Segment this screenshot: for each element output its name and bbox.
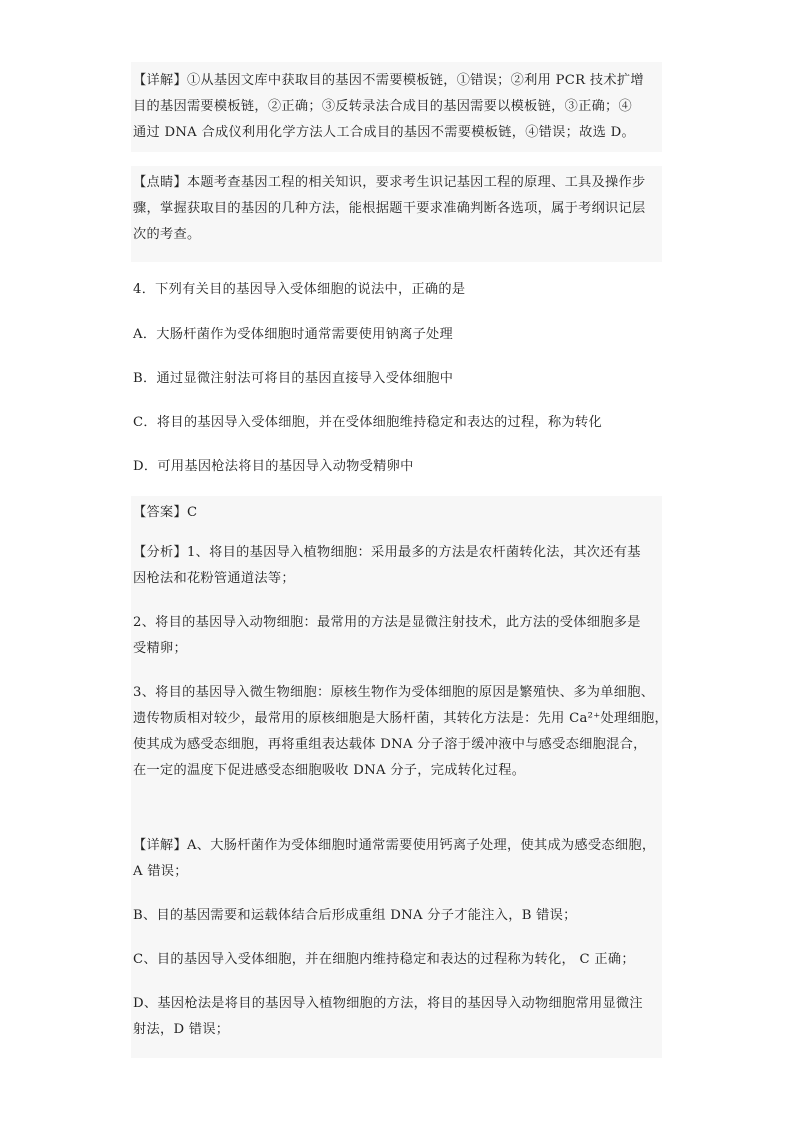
detail-line: C、目的基因导入受体细胞，并在细胞内维持稳定和表达的过程称为转化， C 正确； xyxy=(133,952,635,967)
option-b xyxy=(131,366,662,392)
comment-line: 骤，掌握获取目的基因的几种方法，能根据题干要求准确判断各选项，属于考纲识记层 xyxy=(133,201,646,216)
detail-line: B、目的基因需要和运载体结合后形成重组 DNA 分子才能注入，B 错误； xyxy=(133,908,577,923)
comment-paragraph xyxy=(131,166,662,262)
detail-line: 通过 DNA 合成仪利用化学方法人工合成目的基因不需要模板链，④错误；故选 D。 xyxy=(133,125,635,140)
option-c xyxy=(131,410,662,436)
analysis-paragraph-3 xyxy=(133,680,668,784)
analysis-line: 遗传物质相对较少，最常用的原核细胞是大肠杆菌，其转化方法是：先用 Ca²⁺处理细胞， xyxy=(133,711,668,726)
detail-b xyxy=(133,903,660,929)
question-stem-text: 4．下列有关目的基因导入受体细胞的说法中，正确的是 xyxy=(133,282,466,297)
detail-line: A 错误； xyxy=(133,864,188,879)
detail-line: 射法，D 错误； xyxy=(133,1022,230,1037)
comment-line: 【点睛】本题考查基因工程的相关知识，要求考生识记基因工程的原理、工具及操作步 xyxy=(133,175,646,190)
analysis-paragraph-2 xyxy=(133,610,660,662)
detail-a xyxy=(133,833,660,885)
detail-line: 【详解】A、大肠杆菌作为受体细胞时通常需要使用钙离子处理，使其成为感受态细胞， xyxy=(133,838,656,853)
comment-line: 次的考查。 xyxy=(133,227,201,242)
analysis-block xyxy=(131,532,668,826)
analysis-line: 受精卵； xyxy=(133,641,187,656)
detail-line: 【详解】①从基因文库中获取目的基因不需要模板链，①错误；②利用 PCR 技术扩增 xyxy=(133,73,644,88)
option-d-text: D．可用基因枪法将目的基因导入动物受精卵中 xyxy=(133,459,414,474)
detail-paragraph-2 xyxy=(131,826,662,1058)
option-c-text: C．将目的基因导入受体细胞，并在受体细胞维持稳定和表达的过程，称为转化 xyxy=(133,415,602,430)
answer-text: 【答案】C xyxy=(133,505,198,520)
option-a-text: A．大肠杆菌作为受体细胞时通常需要使用钠离子处理 xyxy=(133,327,454,342)
detail-line: 目的基因需要模板链，②正确；③反转录法合成目的基因需要以模板链，③正确；④ xyxy=(133,99,633,114)
option-d xyxy=(131,454,662,480)
detail-paragraph-1 xyxy=(131,62,662,152)
detail-c xyxy=(133,947,660,973)
analysis-line: 2、将目的基因导入动物细胞：最常用的方法是显微注射技术，此方法的受体细胞多是 xyxy=(133,615,641,630)
question-stem xyxy=(131,277,662,303)
analysis-line: 因枪法和花粉管通道法等； xyxy=(133,571,295,586)
detail-d xyxy=(133,991,660,1043)
analysis-paragraph-1 xyxy=(133,540,660,592)
answer-block xyxy=(131,496,662,532)
analysis-line: 在一定的温度下促进感受态细胞吸收 DNA 分子，完成转化过程。 xyxy=(133,763,526,778)
option-a xyxy=(131,322,662,348)
detail-line: D、基因枪法是将目的基因导入植物细胞的方法，将目的基因导入动物细胞常用显微注 xyxy=(133,996,643,1011)
analysis-line: 使其成为感受态细胞，再将重组表达载体 DNA 分子溶于缓冲液中与感受态细胞混合， xyxy=(133,737,647,752)
option-b-text: B．通过显微注射法可将目的基因直接导入受体细胞中 xyxy=(133,371,454,386)
analysis-line: 3、将目的基因导入微生物细胞：原核生物作为受体细胞的原因是繁殖快、多为单细胞、 xyxy=(133,685,655,700)
analysis-line: 【分析】1、将目的基因导入植物细胞：采用最多的方法是农杆菌转化法，其次还有基 xyxy=(133,545,641,560)
